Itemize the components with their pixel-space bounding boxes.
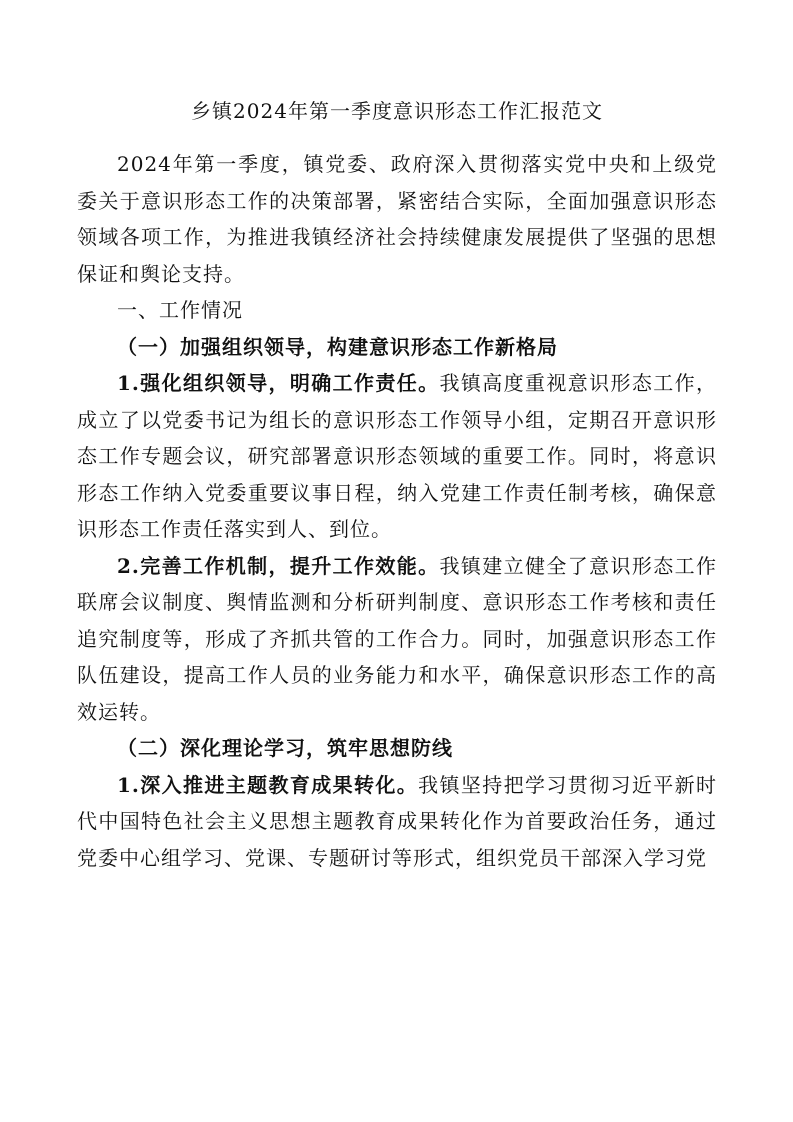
item-1-1-paragraph	[77, 365, 717, 548]
item-2-1-lead: 1.深入推进主题教育成果转化。	[117, 772, 419, 797]
item-1-2-lead: 2.完善工作机制，提升工作效能。	[117, 553, 440, 578]
item-1-1-lead: 1.强化组织领导，明确工作责任。	[117, 371, 440, 395]
item-1-1-body: 我镇高度重视意识形态工作，成立了以党委书记为组长的意识形态工作领导小组，定期召开意识形态工作专题会议，研究部署意识形态领域的重要工作。同时，将意识形态工作纳入党委重要议事日程，纳入党建工作责任制考核，确保意识形态工作责任落实到人、到位。	[77, 371, 717, 541]
subsection-1-heading: （一）加强组织领导，构建意识形态工作新格局	[117, 334, 558, 359]
item-2-1-paragraph	[77, 767, 717, 877]
item-1-2-paragraph	[77, 548, 717, 731]
item-2-1-body: 我镇坚持把学习贯彻习近平新时代中国特色社会主义思想主题教育成果转化作为首要政治任务，通过党委中心组学习、党课、专题研讨等形式，组织党员干部深入学习党	[77, 772, 717, 870]
intro-paragraph: 2024年第一季度，镇党委、政府深入贯彻落实党中央和上级党委关于意识形态工作的决策部署，紧密结合实际，全面加强意识形态领域各项工作，为推进我镇经济社会持续健康发展提供了坚强的思想保证和舆论支持。	[77, 152, 717, 286]
section-1-heading: 一、工作情况	[117, 298, 243, 322]
item-1-2-body: 我镇建立健全了意识形态工作联席会议制度、舆情监测和分析研判制度、意识形态工作考核和责任追究制度等，形成了齐抓共管的工作合力。同时，加强意识形态工作队伍建设，提高工作人员的业务能力和水平，确保意识形态工作的高效运转。	[77, 553, 717, 724]
subsection-2-heading: （二）深化理论学习，筑牢思想防线	[117, 736, 453, 760]
document-body	[77, 96, 717, 876]
document-title: 乡镇2024年第一季度意识形态工作汇报范文	[191, 99, 603, 123]
